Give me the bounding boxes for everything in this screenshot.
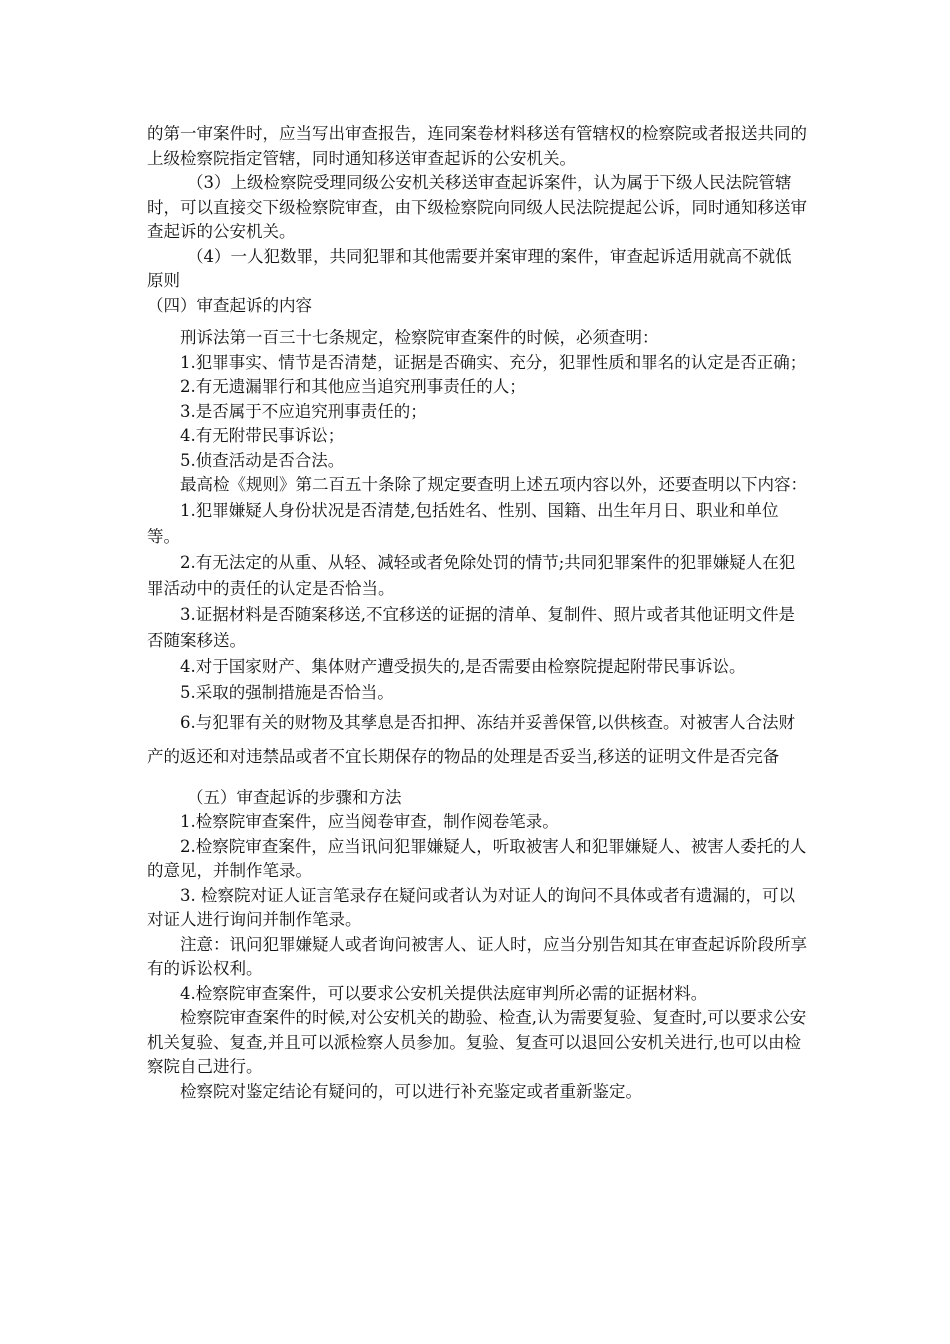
list-item: 2.有无遗漏罪行和其他应当追究刑事责任的人； <box>180 377 526 396</box>
list-item: 6.与犯罪有关的财物及其孳息是否扣押、冻结并妥善保管,以供核查。对被害人合法财产的返还和对违禁品或者不宜长期保存的物品的处理是否妥当,移送的证明文件是否完备 <box>147 712 795 766</box>
list-item: 3.是否属于不应追究刑事责任的； <box>180 401 427 421</box>
paragraph: 检察院对鉴定结论有疑问的，可以进行补充鉴定或者重新鉴定。 <box>180 1081 642 1101</box>
list-item: 1.检察院审查案件，应当阅卷审查，制作阅卷笔录。 <box>180 812 559 831</box>
list-item: 5.采取的强制措施是否恰当。 <box>180 682 394 702</box>
list-item: 1.犯罪事实、情节是否清楚，证据是否确实、充分，犯罪性质和罪名的认定是否正确； <box>180 352 807 372</box>
list-item: 5.侦查活动是否合法。 <box>180 450 345 470</box>
list-item: 2.检察院审查案件，应当讯问犯罪嫌疑人，听取被害人和犯罪嫌疑人、被害人委托的人的意见，并制作笔录。 <box>147 836 807 880</box>
section-heading-4: （四）审查起诉的内容 <box>147 295 312 315</box>
paragraph-rules-intro: 最高检《规则》第二百五十条除了规定要查明上述五项内容以外，还要查明以下内容： <box>180 475 807 494</box>
section-heading-5: （五）审查起诉的步骤和方法 <box>187 787 402 807</box>
list-item: 4.检察院审查案件，可以要求公安机关提供法庭审判所必需的证据材料。 <box>180 983 708 1003</box>
paragraph-item-3: （3）上级检察院受理同级公安机关移送审查起诉案件，认为属于下级人民法院管辖时，可以直接交下级检察院审查，由下级检察院向同级人民法院提起公诉，同时通知移送审查起诉的公安机关。 <box>147 173 807 241</box>
list-item: 3. 检察院对证人证言笔录存在疑问或者认为对证人的询问不具体或者有遗漏的，可以对证人进行询问并制作笔录。 <box>147 885 795 929</box>
paragraph-law-intro: 刑诉法第一百三十七条规定，检察院审查案件的时候，必须查明： <box>180 328 659 347</box>
list-item: 4.对于国家财产、集体财产遭受损失的,是否需要由检察院提起附带民事诉讼。 <box>180 656 746 676</box>
list-item: 1.犯罪嫌疑人身份状况是否清楚,包括姓名、性别、国籍、出生年月日、职业和单位等。 <box>147 500 779 546</box>
paragraph: 检察院审查案件的时候,对公安机关的勘验、检查,认为需要复验、复查时,可以要求公安机关复验、复查,并且可以派检察人员参加。复验、复查可以退回公安机关进行,也可以由检察院自己进行。 <box>147 1008 807 1076</box>
paragraph-note: 注意：讯问犯罪嫌疑人或者询问被害人、证人时，应当分别告知其在审查起诉阶段所享有的诉讼权利。 <box>147 934 807 978</box>
list-item: 3.证据材料是否随案移送,不宜移送的证据的清单、复制件、照片或者其他证明文件是否随案移送。 <box>147 604 795 650</box>
list-item: 2.有无法定的从重、从轻、减轻或者免除处罚的情节;共同犯罪案件的犯罪嫌疑人在犯罪活动中的责任的认定是否恰当。 <box>147 552 796 598</box>
paragraph-item-4: （4）一人犯数罪，共同犯罪和其他需要并案审理的案件，审查起诉适用就高不就低原则 <box>147 246 792 290</box>
list-item: 4.有无附带民事诉讼； <box>180 426 345 445</box>
document-body <box>147 122 807 1104</box>
paragraph-continuation: 的第一审案件时，应当写出审查报告，连同案卷材料移送有管辖权的检察院或者报送共同的上级检察院指定管辖，同时通知移送审查起诉的公安机关。 <box>147 124 807 168</box>
